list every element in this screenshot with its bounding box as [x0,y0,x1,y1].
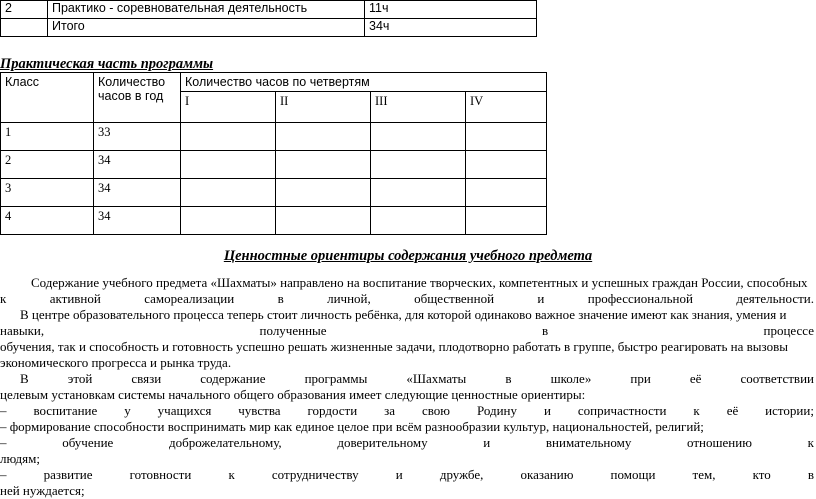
table-row [1,207,547,235]
quarter-cell [181,179,276,207]
word: к [0,291,7,306]
word: к [693,403,700,418]
quarter-cell [371,207,466,235]
word: при [630,371,651,386]
quarter-cell [276,151,371,179]
word: сотрудничеству [271,467,359,482]
quarter-header-2: II [276,92,371,123]
table-row [1,19,537,37]
word: и [483,435,491,450]
body-line-8: целевым установкам системы начального общего образования имеет следующие ценностные ориентиры: [0,387,586,402]
word: к [807,435,814,450]
word: за [384,403,396,418]
word: этой [67,371,93,386]
word: тем, [692,467,716,482]
word: – [0,467,7,482]
body-line-5: обучения, так и способность и готовность успешно решать жизненные задачи, плодотворно работать в группе, быстро реагировать на вызовы [0,339,788,354]
justified-words [20,371,814,387]
practical-part-table [0,72,547,235]
word: чувства [238,403,281,418]
quarter-cell [371,123,466,151]
table-row [1,123,547,151]
word: её [689,371,702,386]
value-orientations-heading: Ценностные ориентиры содержания учебного предмета [223,248,593,264]
table-row [1,1,537,19]
word: развитие [43,467,93,482]
body-line-14: ней нуждается; [0,483,85,498]
row-name-cell: Практико - соревновательная деятельность [48,1,365,19]
quarter-cell [276,207,371,235]
row-hours-cell: 34ч [365,19,537,37]
quarter-cell [466,123,547,151]
body-line-4 [0,323,816,339]
word: отношению [687,435,752,450]
word: В [20,371,29,386]
hours-cell: 33 [94,123,181,151]
word: оказанию [520,467,574,482]
quarter-cell [466,179,547,207]
table-header-row [1,73,547,92]
word: содержание [200,371,266,386]
class-cell: 3 [1,179,94,207]
body-line-2 [0,291,816,307]
hours-per-year-header-line1: Количество [98,75,166,89]
justified-words [0,291,814,307]
word: процессе [763,323,814,338]
word: программы [304,371,368,386]
word: воспитание [33,403,98,418]
quarter-cell [371,151,466,179]
justified-words [0,403,814,419]
hours-cell: 34 [94,179,181,207]
word: соответствии [740,371,814,386]
word: полученные [259,323,327,338]
word: внимательному [545,435,632,450]
table-row [1,179,547,207]
word: и [537,291,545,306]
word: в [277,291,284,306]
word: доверительному [337,435,428,450]
quarter-cell [466,207,547,235]
class-cell: 2 [1,151,94,179]
body-line-6: экономического прогресса и рынка труда. [0,355,232,370]
body-line-12: людям; [0,451,40,466]
body-line-11 [0,435,816,451]
body-line-3: В центре образовательного процесса теперь стоит личность ребёнка, для которой одинаково важное значение имеют как знания, умения и [20,307,787,322]
quarter-cell [276,123,371,151]
hours-per-year-header-line2: часов в год [98,89,164,103]
word: доброжелательному, [169,435,282,450]
word: у [124,403,131,418]
word: – [0,403,7,418]
word: активной [49,291,101,306]
word: её [726,403,739,418]
word: – [0,435,7,450]
hours-cell: 34 [94,151,181,179]
word: учащихся [157,403,212,418]
quarter-cell [181,123,276,151]
word: Родину [476,403,517,418]
word: к [228,467,235,482]
quarter-cell [181,151,276,179]
quarter-header-4: IV [466,92,547,123]
word: общественной [414,291,495,306]
word: деятельности. [736,291,814,306]
word: в [505,371,512,386]
body-line-9 [0,403,816,419]
body-line-1: Содержание учебного предмета «Шахматы» направлено на воспитание творческих, компетентных и успешных граждан России, способных [31,275,808,290]
word: школе» [550,371,592,386]
word: гордости [307,403,358,418]
body-line-10: – формирование способности воспринимать мир как единое целое при всём разнообразии культур, национальностей, религий; [0,419,704,434]
word: свою [421,403,450,418]
justified-words [0,467,814,483]
row-name-cell: Итого [48,19,365,37]
body-line-7 [0,371,816,387]
word: и [395,467,403,482]
quarter-cell [276,179,371,207]
hours-per-year-header [94,73,181,123]
row-number-cell [1,19,48,37]
practical-part-heading: Практическая часть программы [0,56,214,72]
quarter-cell [181,207,276,235]
row-hours-cell: 11ч [365,1,537,19]
hours-summary-table [0,0,537,37]
word: «Шахматы [406,371,467,386]
body-line-13 [0,467,816,483]
word: кто [752,467,771,482]
table-row [1,151,547,179]
quarter-cell [466,151,547,179]
justified-words [0,435,814,451]
row-number-cell: 2 [1,1,48,19]
quarter-header-3: III [371,92,466,123]
word: помощи [610,467,656,482]
quarter-cell [371,179,466,207]
word: обучение [62,435,114,450]
quarter-header-1: I [181,92,276,123]
justified-words [0,323,814,339]
word: истории; [765,403,814,418]
word: дружбе, [439,467,484,482]
class-cell: 4 [1,207,94,235]
quarters-header: Количество часов по четвертям [181,73,547,92]
class-header: Класс [1,73,94,123]
word: в [541,323,549,338]
word: навыки, [0,323,45,338]
word: личной, [327,291,371,306]
word: связи [131,371,162,386]
class-cell: 1 [1,123,94,151]
word: сопричастности [577,403,667,418]
word: самореализации [144,291,235,306]
word: и [543,403,551,418]
word: готовности [129,467,192,482]
hours-cell: 34 [94,207,181,235]
word: в [807,467,814,482]
word: профессиональной [587,291,693,306]
